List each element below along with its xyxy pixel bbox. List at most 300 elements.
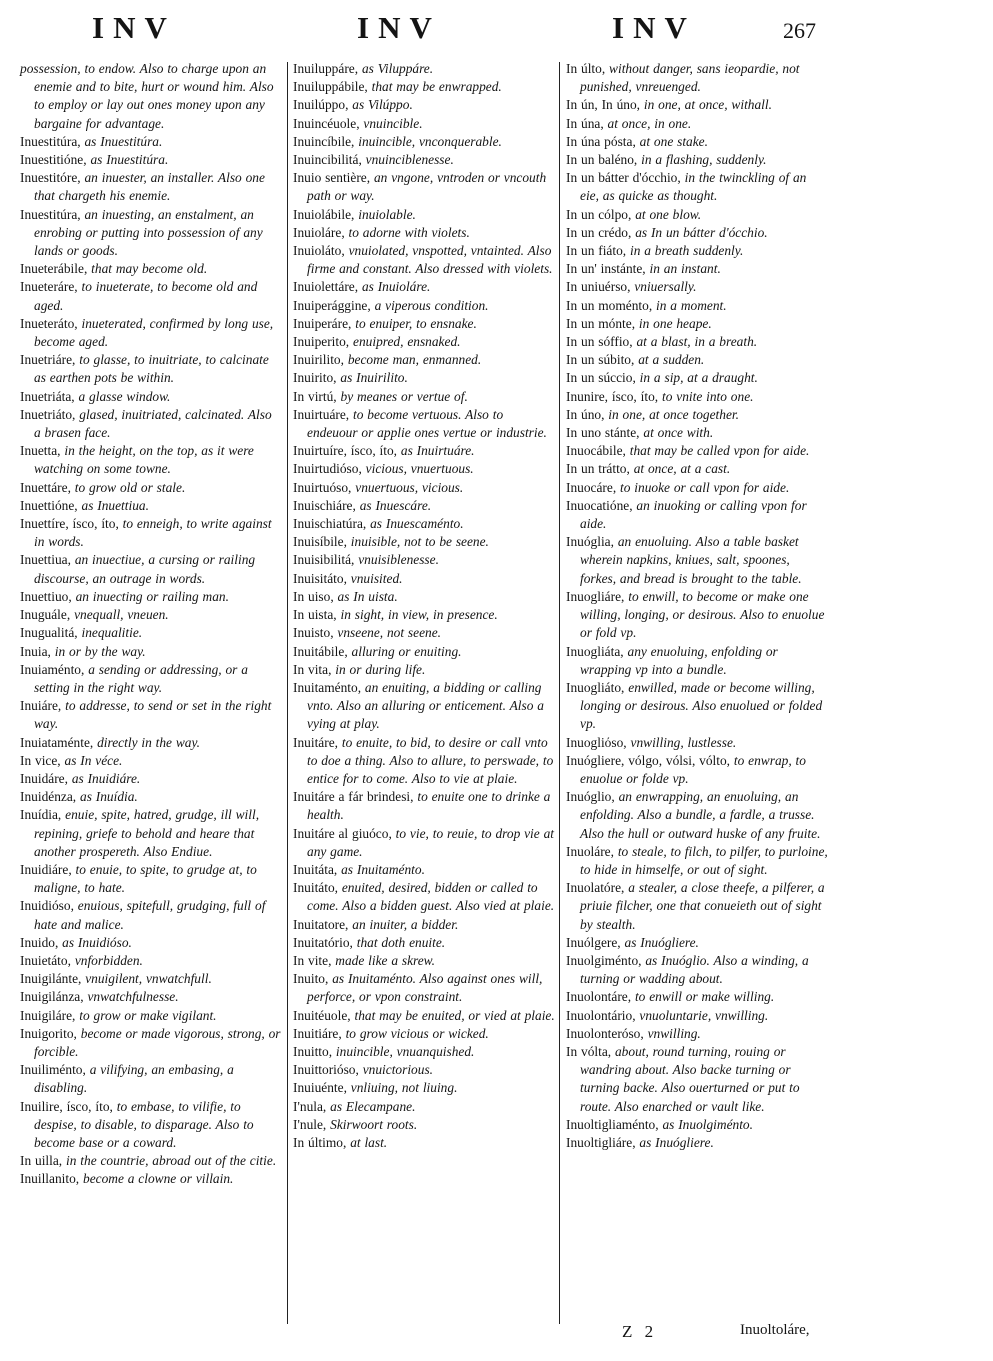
definition: vnequall, vneuen.: [74, 607, 169, 623]
headword: Inuisibilitá,: [293, 552, 355, 568]
dictionary-entry: [293, 643, 555, 661]
definition: vnwilling.: [647, 1025, 701, 1041]
dictionary-entry: [566, 224, 828, 242]
definition: as Inuolgiménto.: [662, 1116, 753, 1132]
definition: vicious, vnuertuous.: [365, 461, 474, 477]
headword: Inuóglia,: [566, 534, 614, 550]
headword: Inuiolábile,: [293, 206, 355, 222]
definition: to enneigh, to write against in words.: [34, 516, 272, 550]
definition: that may be enuited, or vied at plaie.: [354, 1007, 555, 1023]
definition: to inueterate, to become old and aged.: [34, 279, 258, 313]
definition: as Inuidióso.: [62, 934, 132, 950]
headword: Inuiataménte,: [20, 734, 94, 750]
dictionary-entry: [293, 388, 555, 406]
definition: as Inuídia.: [80, 789, 138, 805]
definition: an inuoking or calling vpon for aide.: [580, 497, 807, 532]
definition: as In un bátter d'ócchio.: [635, 224, 768, 240]
headword: In vice,: [20, 752, 61, 768]
definition: enwilled, made or become willing, longing or desirous. Also enuolued or folded vp.: [580, 679, 823, 732]
definition: an vngone, vntroden or vncouth path or way.: [307, 170, 547, 204]
headword: Inueteráto,: [20, 315, 78, 331]
headword: In un crédo,: [566, 224, 632, 240]
definition: by meanes or vertue of.: [340, 388, 468, 404]
definition: vnuigilent, vnwatchfull.: [85, 971, 212, 987]
signature-mark: Z 2: [622, 1322, 658, 1341]
definition: to grow vicious or wicked.: [345, 1025, 489, 1041]
headword: Inuilire, ísco, íto,: [20, 1098, 113, 1114]
definition: inuisible, not to be seene.: [350, 534, 489, 550]
definition: to enwill or make willing.: [634, 989, 775, 1005]
definition: an inuecting or railing man.: [75, 588, 229, 604]
definition: directly in the way.: [97, 734, 201, 750]
headword: Inuigilánte,: [20, 971, 82, 987]
headword: Inuocáre,: [566, 479, 617, 495]
headword: Inuidáre,: [20, 770, 68, 786]
dictionary-entry: [566, 497, 828, 533]
definition: inueterated, confirmed by long use, become aged.: [34, 315, 274, 350]
definition: a viperous condition.: [374, 297, 489, 313]
headword: Inuógliere, vólgo, vólsi, vólto,: [566, 752, 731, 768]
headword: Inuolatóre,: [566, 880, 625, 896]
headword: Inuirilito,: [293, 352, 344, 368]
headword: In un súccio,: [566, 370, 636, 386]
definition: to vnite into one.: [661, 388, 754, 404]
headword: Inuido,: [20, 934, 59, 950]
headword: Inueterábile,: [20, 261, 88, 277]
definition: vnforbidden.: [74, 952, 143, 968]
headword: In un súbito,: [566, 352, 635, 368]
dictionary-entry: [20, 1025, 282, 1061]
definition: in a sip, at a draught.: [639, 370, 758, 386]
definition: in a moment.: [656, 297, 727, 313]
headword: Inuidióso,: [20, 898, 74, 914]
definition: to enuite, to bid, to desire or call vnto to doe a thing. Also to allure, to perswade, to entice for to come. Also to vie at plaie.: [307, 734, 554, 786]
headword: Inuóglio,: [566, 789, 615, 805]
definition: become or made vigorous, strong, or forcible.: [34, 1025, 281, 1059]
dictionary-entry: [20, 406, 282, 442]
headword: Inuiaménto,: [20, 661, 85, 677]
headword: Inueteráre,: [20, 279, 78, 295]
dictionary-entry: [20, 515, 282, 551]
definition: at a sudden.: [638, 352, 705, 368]
column-3: [566, 60, 828, 1152]
definition: enuie, spite, hatred, grudge, ill will, repining, griefe to behold and heare that another prospereth. Also Endiue.: [34, 807, 260, 859]
definition: to enuite one to drinke a health.: [307, 789, 551, 823]
running-head: [0, 10, 993, 54]
dictionary-entry: [20, 588, 282, 606]
headword: Inuettiua,: [20, 552, 71, 568]
dictionary-entry: [293, 734, 555, 789]
definition: as Inuescáre.: [359, 497, 432, 513]
dictionary-entry: [20, 133, 282, 151]
definition: to enuiper, to ensnake.: [355, 315, 477, 331]
dictionary-entry: [566, 315, 828, 333]
dictionary-entry: [20, 278, 282, 314]
headword: Inuólgere,: [566, 934, 621, 950]
definition: to become vertuous. Also to endeuour or applie ones vertue or industrie.: [307, 406, 547, 441]
definition: inequalitie.: [81, 625, 143, 641]
headword: In un cólpo,: [566, 206, 632, 222]
dictionary-entry: [566, 952, 828, 988]
dictionary-entry: [566, 151, 828, 169]
definition: as Inuitaménto.: [341, 861, 425, 877]
definition: as Inuóglio. Also a winding, a turning or wadding about.: [580, 952, 809, 987]
dictionary-entry: [293, 1007, 555, 1025]
definition: as Inuescaménto.: [370, 516, 464, 532]
dictionary-entry: [293, 570, 555, 588]
definition: vnuertuous, vicious.: [355, 479, 464, 495]
dictionary-entry: [20, 442, 282, 478]
headword: Inuirito,: [293, 370, 337, 386]
definition: vnuisiblenesse.: [358, 552, 439, 568]
dictionary-entry: [293, 916, 555, 934]
dictionary-entry: [566, 206, 828, 224]
definition: glased, inuitriated, calcinated. Also a brasen face.: [34, 406, 272, 441]
dictionary-entry: [20, 788, 282, 806]
column-rule-left: [287, 62, 288, 1324]
headword: In uniuérso,: [566, 279, 631, 295]
definition: in the twinckling of an eie, as quicke as thought.: [580, 170, 807, 204]
headword: In un moménto,: [566, 297, 653, 313]
definition: a sending or addressing, or a setting in the right way.: [34, 661, 248, 695]
dictionary-entry: [20, 897, 282, 933]
definition: vniuersally.: [634, 279, 697, 295]
dictionary-entry: [293, 606, 555, 624]
definition: as Inuidiáre.: [71, 770, 141, 786]
dictionary-entry: [293, 460, 555, 478]
headword: Inuitatore,: [293, 916, 349, 932]
definition: an inuiter, a bidder.: [352, 916, 459, 932]
definition: inuiolable.: [358, 206, 416, 222]
definition: in one, at once, withall.: [643, 97, 772, 113]
headword: Inuetriáta,: [20, 388, 75, 404]
dictionary-entry: [293, 242, 555, 278]
definition: alluring or enuiting.: [351, 643, 462, 659]
dictionary-entry: [293, 1116, 555, 1134]
definition: in a flashing, suddenly.: [641, 152, 767, 168]
definition: in one, at once together.: [608, 406, 739, 422]
dictionary-entry: [293, 479, 555, 497]
dictionary-entry: [293, 206, 555, 224]
headword: In uista,: [293, 607, 337, 623]
dictionary-entry: [293, 315, 555, 333]
definition: inuincible, vnuanquished.: [335, 1043, 475, 1059]
dictionary-entry: [293, 333, 555, 351]
definition: as Inuioláre.: [361, 279, 431, 295]
dictionary-entry: [293, 60, 555, 78]
headword: In virtú,: [293, 388, 337, 404]
dictionary-entry: [20, 169, 282, 205]
dictionary-entry: [20, 624, 282, 642]
headword: Inuolonteróso,: [566, 1025, 644, 1041]
dictionary-entry: [20, 351, 282, 387]
definition: in one heape.: [638, 315, 712, 331]
headword: In ún, In úno,: [566, 97, 641, 113]
headword: Inuiluppábile,: [293, 79, 368, 95]
headword: Inuolontário,: [566, 1007, 636, 1023]
dictionary-entry: [566, 242, 828, 260]
dictionary-entry: [293, 515, 555, 533]
dictionary-entry: [566, 988, 828, 1006]
running-head-right: INV: [612, 10, 696, 45]
dictionary-entry: [20, 661, 282, 697]
dictionary-entry: [20, 479, 282, 497]
dictionary-entry: [20, 1098, 282, 1153]
headword: In últo,: [566, 61, 606, 76]
headword: Inuisto,: [293, 625, 334, 641]
headword: In vólta,: [566, 1043, 612, 1059]
dictionary-entry: [566, 788, 828, 843]
headword: Inuestitúra,: [20, 133, 81, 149]
definition: without danger, sans ieopardie, not punished, vnreuenged.: [580, 61, 800, 95]
headword: Inuiliménto,: [20, 1062, 86, 1078]
definition: in or by the way.: [54, 643, 146, 659]
definition: vnseene, not seene.: [337, 625, 442, 641]
definition: as Viluppáre.: [361, 61, 434, 76]
definition: to inuoke or call vpon for aide.: [620, 479, 790, 495]
definition: a stealer, a close theefe, a pilferer, a priuie filcher, one that conueieth out of sight by stealth.: [580, 880, 825, 932]
dictionary-entry: [20, 206, 282, 261]
definition: Skirwoort roots.: [330, 1116, 418, 1132]
definition: at last.: [350, 1134, 388, 1150]
definition: at once, in one.: [607, 115, 692, 131]
headword: In uilla,: [20, 1153, 63, 1169]
dictionary-entry: [293, 278, 555, 296]
headword: Inuolontáre,: [566, 989, 632, 1005]
dictionary-entry: [20, 697, 282, 733]
dictionary-entry: [566, 388, 828, 406]
definition: as Inuógliere.: [624, 934, 699, 950]
headword: In úna,: [566, 115, 604, 131]
definition: an enuoluing. Also a table basket wherein napkins, kniues, salt, spoones, forkes, and bread is brought to the table.: [580, 534, 802, 586]
definition: to steale, to filch, to pilfer, to purloine, to hide in himselfe, or out of sight.: [580, 843, 828, 877]
definition: in a breath suddenly.: [630, 243, 744, 259]
headword: Inuitábile,: [293, 643, 348, 659]
dictionary-entry: [20, 1152, 282, 1170]
dictionary-entry: [566, 333, 828, 351]
headword: Inuogliáto,: [566, 679, 625, 695]
dictionary-entry: [293, 551, 555, 569]
headword: Inuocatióne,: [566, 497, 633, 513]
definition: an enwrapping, an enuoluing, an enfolding. Also a bundle, a fardle, a trusse. Also the hull or outward huske of any fruite.: [580, 789, 821, 841]
dictionary-entry: [293, 169, 555, 205]
headword: Inuettíre, ísco, íto,: [20, 516, 119, 532]
dictionary-entry: [293, 825, 555, 861]
dictionary-entry: [293, 297, 555, 315]
dictionary-entry: [20, 1007, 282, 1025]
headword: Inuitáre al giuóco,: [293, 825, 392, 841]
headword: Inuitto,: [293, 1043, 333, 1059]
dictionary-entry: [20, 988, 282, 1006]
dictionary-entry: [566, 169, 828, 205]
dictionary-entry: [566, 1025, 828, 1043]
headword: Inuischiáre,: [293, 497, 356, 513]
dictionary-entry: [566, 96, 828, 114]
headword: Inuioláto,: [293, 243, 345, 259]
definition: vnuoluntarie, vnwilling.: [639, 1007, 769, 1023]
headword: In úna pósta,: [566, 133, 636, 149]
dictionary-entry: [293, 861, 555, 879]
headword: In un sóffio,: [566, 334, 633, 350]
headword: Inuitáto,: [293, 880, 338, 896]
definition: as Inuirilito.: [340, 370, 408, 386]
page-footer: [0, 1322, 993, 1352]
dictionary-entry: [566, 643, 828, 679]
dictionary-entry: [293, 588, 555, 606]
dictionary-entry: [293, 224, 555, 242]
definition: an inuester, an installer. Also one that chargeth his enemie.: [34, 170, 265, 204]
dictionary-entry: [566, 679, 828, 734]
dictionary-entry: [566, 278, 828, 296]
definition: as Inuestitúra.: [84, 133, 163, 149]
dictionary-entry: [566, 406, 828, 424]
dictionary-entry: [293, 934, 555, 952]
dictionary-entry: [20, 497, 282, 515]
dictionary-entry: [566, 752, 828, 788]
headword: Inuirtudióso,: [293, 461, 362, 477]
headword: Inuidiáre,: [20, 861, 72, 877]
dictionary-entry: [293, 96, 555, 114]
headword: Inuettiuo,: [20, 588, 72, 604]
dictionary-entry: [566, 297, 828, 315]
headword: In vite,: [293, 952, 332, 968]
headword: Inuischiatúra,: [293, 516, 367, 532]
definition: vnuisited.: [350, 570, 403, 586]
dictionary-entry: [566, 260, 828, 278]
dictionary-entry: [293, 879, 555, 915]
headword: Inuocábile,: [566, 443, 626, 459]
definition: become man, enmanned.: [347, 352, 482, 368]
headword: In un' instánte,: [566, 261, 646, 277]
definition: made like a skrew.: [335, 952, 435, 968]
dictionary-entry: [566, 934, 828, 952]
dictionary-entry: [293, 952, 555, 970]
dictionary-entry: [20, 606, 282, 624]
headword: Inuetriáre,: [20, 352, 76, 368]
dictionary-entry: [566, 115, 828, 133]
headword: Inugualitá,: [20, 625, 78, 641]
definition: to embase, to vilifie, to despise, to disable, to disparage. Also to become base or a coward.: [34, 1098, 254, 1150]
dictionary-entry: [293, 133, 555, 151]
dictionary-entry: [20, 861, 282, 897]
headword: In uno stánte,: [566, 425, 640, 441]
definition: inuincible, vnconquerable.: [358, 133, 502, 149]
headword: Inuitéuole,: [293, 1007, 351, 1023]
definition: at a blast, in a breath.: [636, 334, 758, 350]
headword: Inuogliáre,: [566, 588, 625, 604]
dictionary-entry: [20, 260, 282, 278]
headword: Inuoláre,: [566, 843, 614, 859]
headword: Inuitáta,: [293, 861, 338, 877]
definition: a vilifying, an embasing, a disabling.: [34, 1062, 234, 1096]
dictionary-entry: [20, 551, 282, 587]
headword: Inuirtuíre, ísco, íto,: [293, 443, 398, 459]
dictionary-entry: [20, 952, 282, 970]
definition: at once, at a cast.: [633, 461, 731, 477]
headword: Inuigilánza,: [20, 989, 84, 1005]
definition: at once with.: [643, 425, 714, 441]
headword: Inuiuénte,: [293, 1080, 347, 1096]
dictionary-entry: [293, 788, 555, 824]
column-1: [20, 60, 282, 1189]
dictionary-entry: [293, 970, 555, 1006]
dictionary-entry: [566, 588, 828, 643]
dictionary-entry: [293, 624, 555, 642]
headword: Inuiperito,: [293, 334, 350, 350]
dictionary-entry: [293, 533, 555, 551]
definition: vnuinciblenesse.: [365, 152, 454, 168]
headword: Inuogliόso,: [566, 734, 627, 750]
headword: Inuisitáto,: [293, 570, 347, 586]
headword: Inuidénza,: [20, 789, 77, 805]
headword: Inuettáre,: [20, 479, 71, 495]
dictionary-entry: [20, 934, 282, 952]
dictionary-entry: [20, 752, 282, 770]
definition: in the height, on the top, as it were watching on some towne.: [34, 443, 254, 477]
headword: Inuettióne,: [20, 497, 78, 513]
headword: Inuincíbile,: [293, 133, 355, 149]
headword: In último,: [293, 1134, 347, 1150]
headword: Inuestitúra,: [20, 206, 81, 222]
headword: Inuirtuáre,: [293, 406, 350, 422]
definition: enuited, desired, bidden or called to come. Also a bidden guest. Also vied at plaie.: [307, 880, 555, 914]
dictionary-entry: [566, 479, 828, 497]
definition: that may be enwrapped.: [371, 79, 502, 95]
dictionary-entry: [566, 424, 828, 442]
column-2: [293, 60, 555, 1152]
headword: Inuitaménto,: [293, 679, 362, 695]
dictionary-entry: [293, 351, 555, 369]
dictionary-entry: [293, 151, 555, 169]
dictionary-entry: [566, 1116, 828, 1134]
headword: Inuídia,: [20, 807, 62, 823]
headword: Inuillanito,: [20, 1171, 80, 1187]
definition: an inuectiue, a cursing or railing discourse, an outrage in words.: [34, 552, 256, 586]
headword: In un baléno,: [566, 152, 638, 168]
headword: Inuoltigliaménto,: [566, 1116, 659, 1132]
definition: in the countrie, abroad out of the citie.: [66, 1153, 277, 1169]
dictionary-entry: [293, 406, 555, 442]
dictionary-entry: [293, 1098, 555, 1116]
dictionary-entry: [566, 1134, 828, 1152]
dictionary-entry: [20, 151, 282, 169]
definition: to vie, to reuie, to drop vie at any game.: [307, 825, 554, 859]
dictionary-entry: [20, 315, 282, 351]
dictionary-entry: [566, 1007, 828, 1025]
definition: to enwrap, to enuolue or folde vp.: [580, 752, 806, 786]
dictionary-entry: [566, 60, 828, 96]
definition: at one blow.: [635, 206, 702, 222]
dictionary-entry: [293, 1079, 555, 1097]
headword: In vita,: [293, 661, 332, 677]
headword: Inuetta,: [20, 443, 61, 459]
headword: Inuetriáto,: [20, 406, 76, 422]
headword: Inuolgiménto,: [566, 952, 642, 968]
dictionary-entry: [20, 643, 282, 661]
headword: Inuirtuóso,: [293, 479, 352, 495]
headword: Inuestitóre,: [20, 170, 81, 186]
definition: that may be called vpon for aide.: [629, 443, 810, 459]
dictionary-entry: [20, 1170, 282, 1188]
definition: to grow or make vigilant.: [79, 1007, 217, 1023]
definition: a glasse window.: [78, 388, 171, 404]
dictionary-entry: [293, 661, 555, 679]
dictionary-entry: [566, 533, 828, 588]
dictionary-entry: [566, 843, 828, 879]
dictionary-entry: [566, 442, 828, 460]
headword: Inuincéuole,: [293, 115, 360, 131]
definition: possession, to endow. Also to charge upon an enemie and to bite, hurt or wound him. Also to employ or lay out ones money upon any bargaine for advantage.: [20, 61, 274, 131]
